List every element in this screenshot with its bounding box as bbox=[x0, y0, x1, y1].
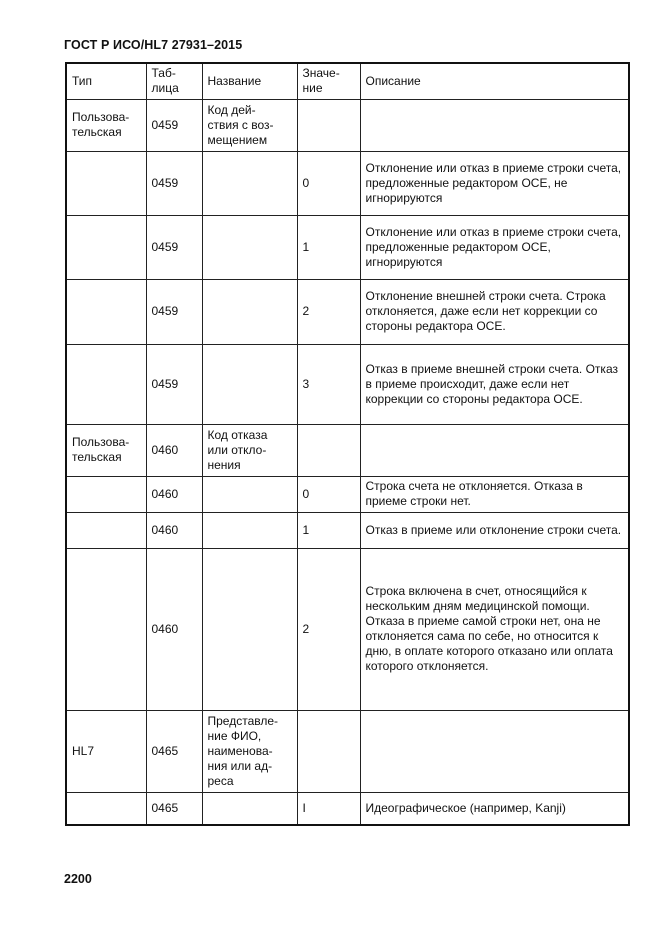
cell-value: 2 bbox=[297, 279, 360, 344]
cell-name: Представле- ние ФИО, наименова- ния или ад- реса bbox=[202, 710, 297, 792]
cell-value bbox=[297, 424, 360, 476]
cell-description: Идеографическое (например, Kanji) bbox=[360, 792, 629, 825]
cell-table: 0465 bbox=[146, 710, 202, 792]
cell-name bbox=[202, 215, 297, 279]
table-row bbox=[66, 548, 629, 710]
column-header-value: Значе- ние bbox=[297, 63, 360, 99]
cell-value: 1 bbox=[297, 512, 360, 548]
cell-table: 0459 bbox=[146, 344, 202, 424]
table-row bbox=[66, 215, 629, 279]
cell-value: 0 bbox=[297, 151, 360, 215]
cell-table: 0460 bbox=[146, 476, 202, 512]
cell-value bbox=[297, 710, 360, 792]
table-row bbox=[66, 512, 629, 548]
cell-name bbox=[202, 344, 297, 424]
cell-table: 0459 bbox=[146, 279, 202, 344]
cell-description bbox=[360, 99, 629, 151]
cell-description: Отклонение или отказ в приеме строки счета, предложенные редактором ОСЕ, не игнорируются bbox=[360, 151, 629, 215]
cell-description: Отказ в приеме внешней строки счета. Отказ в приеме происходит, даже если нет коррекции со стороны редактора ОСЕ. bbox=[360, 344, 629, 424]
cell-table: 0459 bbox=[146, 151, 202, 215]
document-header: ГОСТ Р ИСО/HL7 27931–2015 bbox=[64, 38, 243, 52]
table-row bbox=[66, 792, 629, 825]
cell-type bbox=[66, 151, 146, 215]
cell-name bbox=[202, 792, 297, 825]
table-row bbox=[66, 344, 629, 424]
cell-name bbox=[202, 548, 297, 710]
cell-type bbox=[66, 792, 146, 825]
column-header-type: Тип bbox=[66, 63, 146, 99]
cell-value: 3 bbox=[297, 344, 360, 424]
cell-type: Пользова- тельская bbox=[66, 99, 146, 151]
table-row bbox=[66, 279, 629, 344]
cell-name: Код отказа или откло- нения bbox=[202, 424, 297, 476]
cell-description: Отказ в приеме или отклонение строки счета. bbox=[360, 512, 629, 548]
cell-table: 0460 bbox=[146, 424, 202, 476]
cell-description: Строка счета не отклоняется. Отказа в приеме строки нет. bbox=[360, 476, 629, 512]
cell-value: 1 bbox=[297, 215, 360, 279]
cell-name bbox=[202, 151, 297, 215]
cell-value: 2 bbox=[297, 548, 360, 710]
table-row bbox=[66, 424, 629, 476]
table-header-row bbox=[66, 63, 629, 99]
column-header-table: Таб- лица bbox=[146, 63, 202, 99]
page-number: 2200 bbox=[64, 872, 92, 886]
cell-description: Строка включена в счет, относящийся к нескольким дням медицинской помощи. Отказа в приеме самой строки нет, она не отклоняется сама по себе, но относится к дню, в оплате которого отказано или оплата которого отклоняется. bbox=[360, 548, 629, 710]
column-header-name: Название bbox=[202, 63, 297, 99]
cell-name bbox=[202, 279, 297, 344]
cell-type: HL7 bbox=[66, 710, 146, 792]
table-row bbox=[66, 151, 629, 215]
table-row bbox=[66, 99, 629, 151]
cell-type bbox=[66, 476, 146, 512]
cell-name bbox=[202, 512, 297, 548]
cell-value: 0 bbox=[297, 476, 360, 512]
column-header-description: Описание bbox=[360, 63, 629, 99]
cell-description bbox=[360, 710, 629, 792]
cell-type: Пользова- тельская bbox=[66, 424, 146, 476]
cell-value: I bbox=[297, 792, 360, 825]
table-row bbox=[66, 476, 629, 512]
cell-description: Отклонение внешней строки счета. Строка отклоняется, даже если нет коррекции со стороны редактора ОСЕ. bbox=[360, 279, 629, 344]
cell-description bbox=[360, 424, 629, 476]
cell-value bbox=[297, 99, 360, 151]
cell-table: 0460 bbox=[146, 548, 202, 710]
cell-table: 0459 bbox=[146, 215, 202, 279]
table-row bbox=[66, 710, 629, 792]
cell-type bbox=[66, 344, 146, 424]
codes-table bbox=[65, 62, 630, 826]
cell-table: 0460 bbox=[146, 512, 202, 548]
cell-description: Отклонение или отказ в приеме строки счета, предложенные редактором ОСЕ, игнорируются bbox=[360, 215, 629, 279]
cell-table: 0465 bbox=[146, 792, 202, 825]
cell-name bbox=[202, 476, 297, 512]
cell-type bbox=[66, 512, 146, 548]
cell-type bbox=[66, 548, 146, 710]
cell-type bbox=[66, 215, 146, 279]
cell-name: Код дей- ствия с воз- мещением bbox=[202, 99, 297, 151]
cell-table: 0459 bbox=[146, 99, 202, 151]
cell-type bbox=[66, 279, 146, 344]
